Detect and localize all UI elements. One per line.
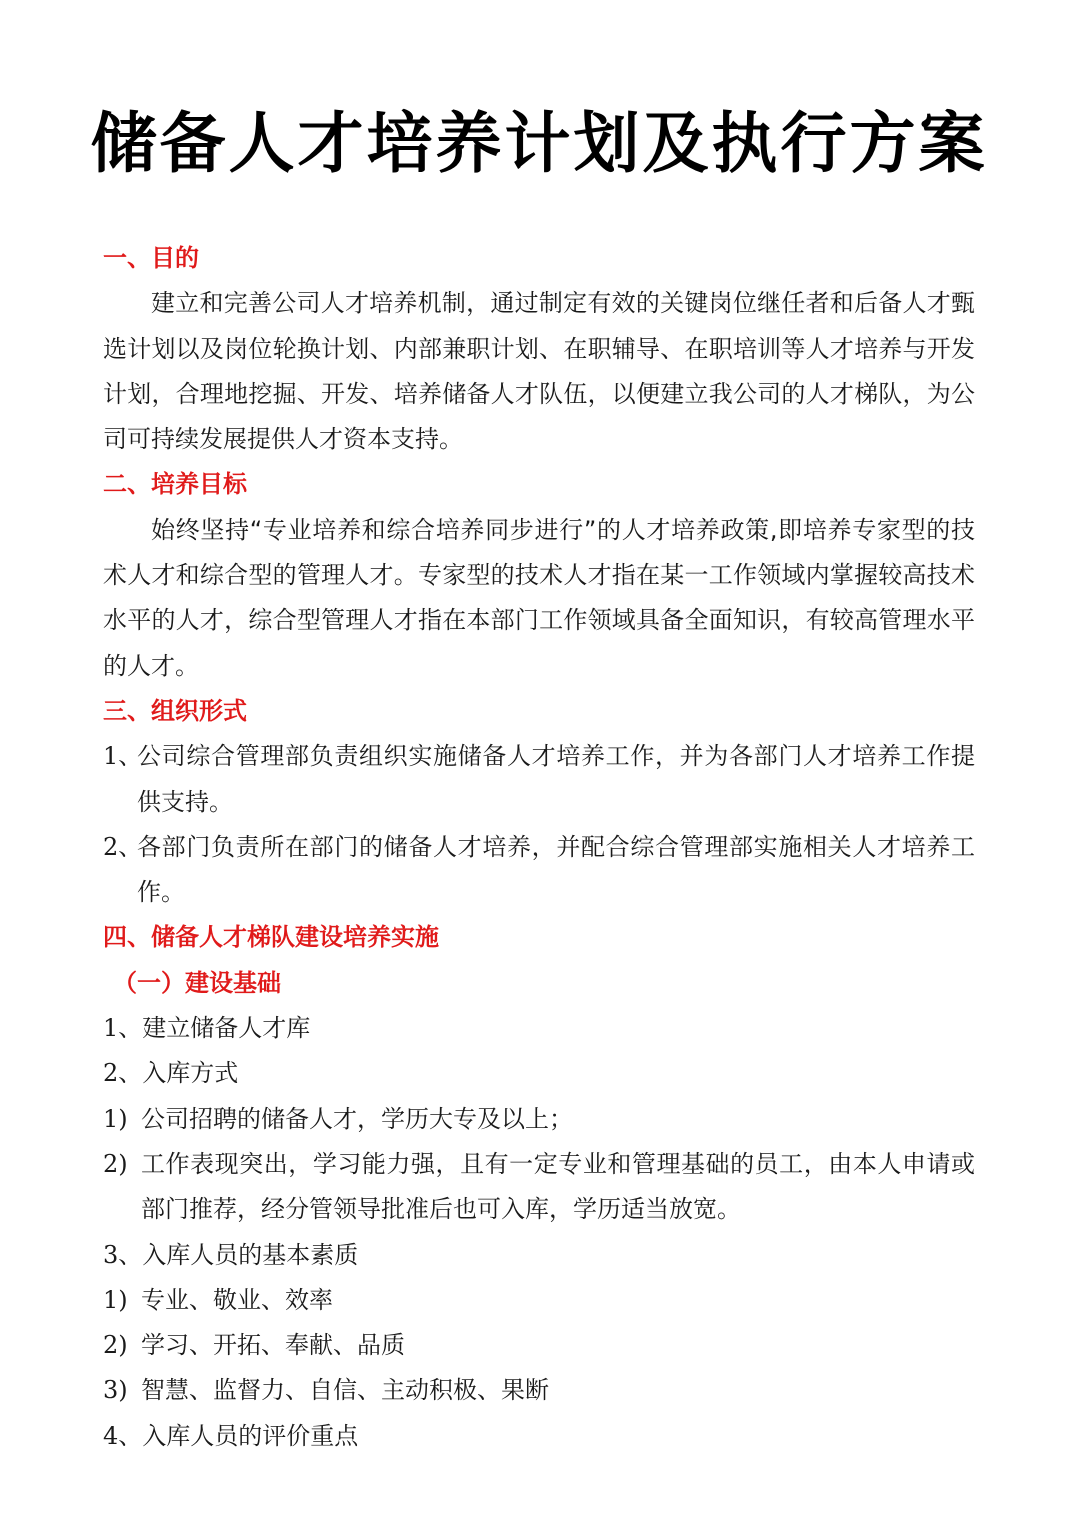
section-heading-goals: 二、培养目标	[103, 470, 247, 499]
list-item-number: 1、	[103, 742, 143, 771]
list-item-number: 2、	[103, 832, 143, 861]
line-text: 入库人员的评价重点	[142, 1421, 359, 1450]
section-paragraph-purpose: 建立和完善公司人才培养机制，通过制定有效的关键岗位继任者和后备人才甄选计划以及岗位轮换计划、内部兼职计划、在职辅导、在职培训等人才培养与开发计划，合理地挖掘、开发、培养储备人才队伍，以便建立我公司的人才梯队，为公司可持续发展提供人才资本支持。	[103, 289, 975, 454]
line-text: 入库方式	[142, 1059, 239, 1088]
list-item-number: 1)	[103, 1285, 128, 1314]
list-item	[103, 1368, 975, 1413]
list-item	[103, 1142, 975, 1233]
list-item-text: 公司招聘的储备人才，学历大专及以上；	[141, 1104, 573, 1133]
line-number: 2、	[103, 1059, 143, 1088]
numbered-line	[103, 1414, 975, 1459]
list-item-text: 工作表现突出，学习能力强，且有一定专业和管理基础的员工，由本人申请或部门推荐，经分管领导批准后也可入库，学历适当放宽。	[141, 1149, 975, 1224]
list-item	[103, 1323, 975, 1368]
document-body	[103, 236, 975, 1459]
list-item-text: 专业、敬业、效率	[141, 1285, 333, 1314]
list-item-text: 公司综合管理部负责组织实施储备人才培养工作，并为各部门人才培养工作提供支持。	[137, 742, 975, 816]
section-heading-purpose: 一、目的	[103, 244, 199, 272]
list-item	[103, 825, 975, 916]
list-item-text: 学习、开拓、奉献、品质	[141, 1331, 405, 1360]
line-text: 建立储备人才库	[142, 1014, 311, 1043]
numbered-line	[103, 1006, 975, 1051]
line-number: 3、	[103, 1240, 143, 1269]
list-item-text: 智慧、监督力、自信、主动积极、果断	[141, 1376, 549, 1405]
list-item	[103, 1097, 975, 1142]
list-item-text: 各部门负责所在部门的储备人才培养，并配合综合管理部实施相关人才培养工作。	[137, 832, 975, 907]
list-item	[103, 1278, 975, 1323]
section-heading-organization: 三、组织形式	[103, 696, 247, 725]
list-item-number: 1)	[103, 1104, 128, 1133]
section-heading-implementation: 四、储备人才梯队建设培养实施	[103, 923, 439, 952]
subsection-heading-foundation: （一）建设基础	[113, 968, 281, 997]
document-title: 储备人才培养计划及执行方案	[90, 105, 988, 182]
numbered-line	[103, 1233, 975, 1278]
numbered-line	[103, 1051, 975, 1096]
list-item-number: 3)	[103, 1376, 128, 1405]
line-number: 4、	[103, 1421, 143, 1450]
line-number: 1、	[103, 1014, 143, 1043]
list-item-number: 2)	[103, 1331, 128, 1360]
list-item	[103, 734, 975, 825]
section-paragraph-goals: 始终坚持“专业培养和综合培养同步进行”的人才培养政策,即培养专家型的技术人才和综合型的管理人才。专家型的技术人才指在某一工作领域内掌握较高技术水平的人才，综合型管理人才指在本部门工作领域具备全面知识，有较高管理水平的人才。	[103, 515, 975, 680]
list-item-number: 2)	[103, 1149, 128, 1178]
line-text: 入库人员的基本素质	[142, 1240, 359, 1269]
